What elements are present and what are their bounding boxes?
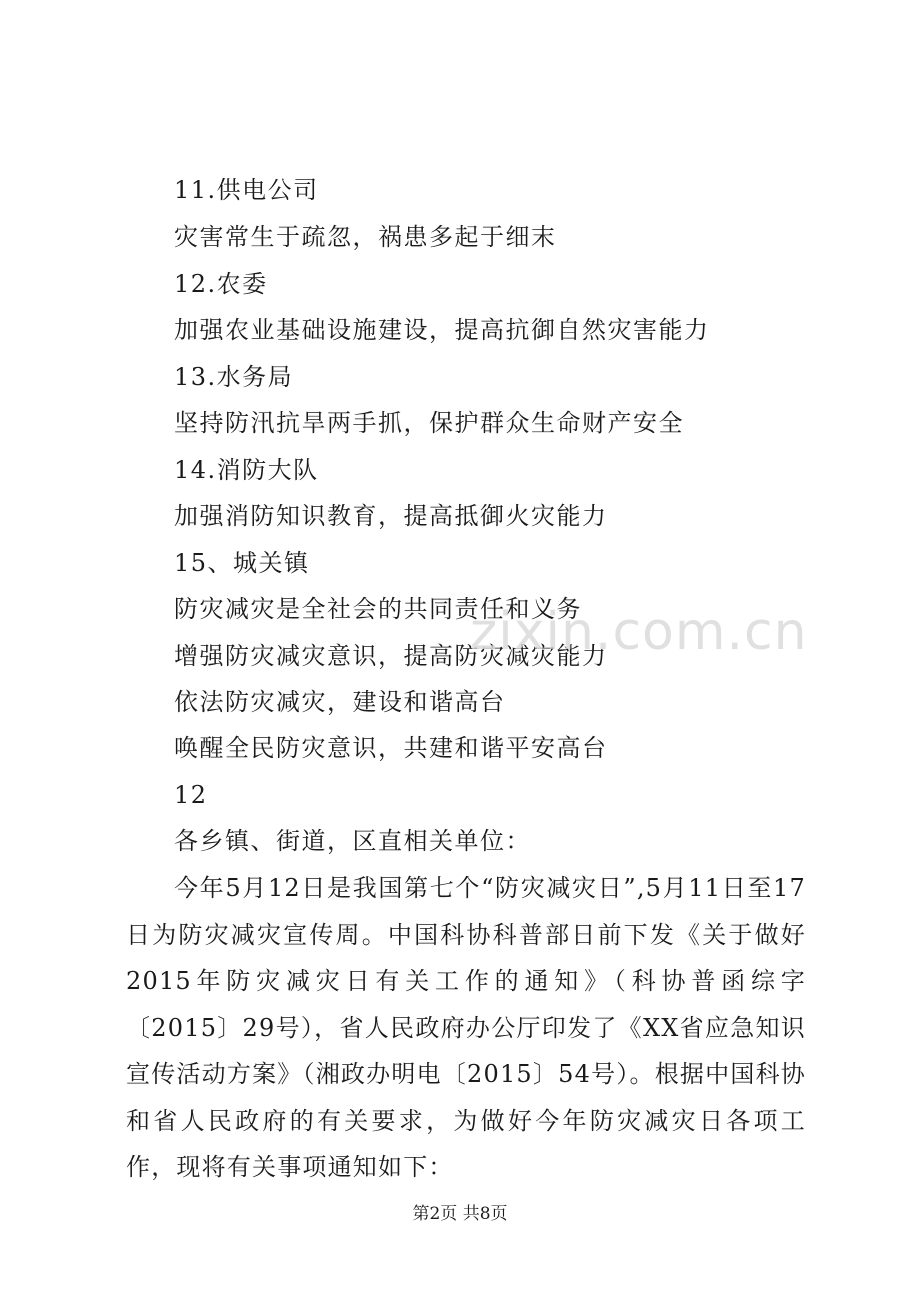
line-heading-chengguan-town: 15、城关镇: [174, 549, 310, 577]
line-slogan-5: 防灾减灾是全社会的共同责任和义务: [174, 595, 582, 623]
line-slogan-8: 唤醒全民防灾意识，共建和谐平安高台: [174, 734, 608, 762]
line-slogan-7: 依法防灾减灾，建设和谐高台: [174, 688, 506, 716]
line-heading-fire-brigade: 14.消防大队: [174, 456, 319, 484]
watermark: zixin.com.cn: [470, 602, 808, 662]
line-heading-agri-committee: 12.农委: [174, 270, 268, 298]
page-footer: 第2页 共8页: [412, 1204, 508, 1224]
line-slogan-6: 增强防灾减灾意识，提高防灾减灾能力: [174, 642, 608, 670]
line-slogan-3: 坚持防汛抗旱两手抓，保护群众生命财产安全: [174, 409, 684, 437]
line-heading-power-company: 11.供电公司: [174, 176, 319, 204]
notice-paragraph: 今年5月12日是我国第七个“防灾减灾日”,5月11日至17日为防灾减灾宣传周。中国科协科普部日前下发《关于做好2015年防灾减灾日有关工作的通知》（科协普函综字〔2015〕29号），省人民政府办公厅印发了《XX省应急知识宣传活动方案》（湘政办明电〔2015〕54号）。根据中国科协和省人民政府的有关要求，为做好今年防灾减灾日各项工作，现将有关事项通知如下：: [126, 874, 806, 1181]
line-slogan-1: 灾害常生于疏忽，祸患多起于细末: [174, 223, 557, 251]
line-number-12: 12: [174, 781, 208, 809]
line-slogan-2: 加强农业基础设施建设，提高抗御自然灾害能力: [174, 316, 710, 344]
line-slogan-4: 加强消防知识教育，提高抵御火灾能力: [174, 502, 608, 530]
line-heading-water-bureau: 13.水务局: [174, 363, 294, 391]
line-salutation: 各乡镇、街道，区直相关单位：: [174, 827, 531, 855]
